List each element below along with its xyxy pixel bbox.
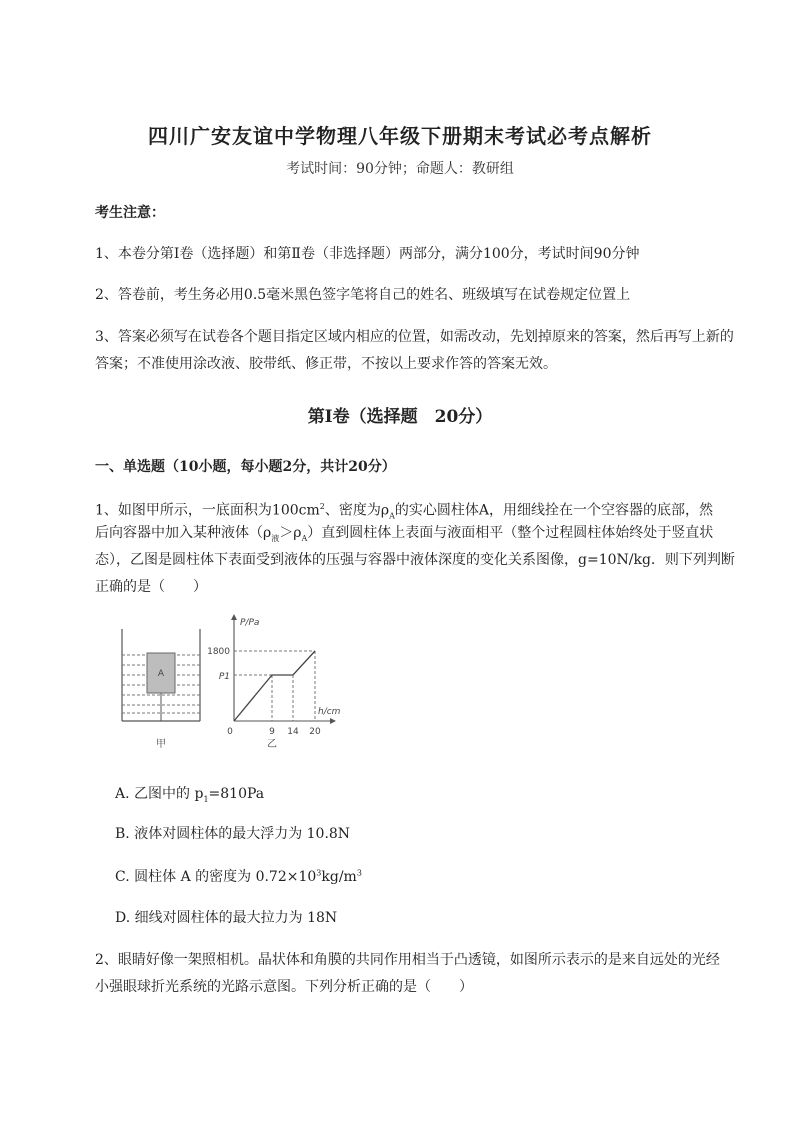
exam-info: 考试时间：90分钟；命题人：教研组 — [286, 161, 514, 177]
x-tick-20: 20 — [309, 727, 321, 737]
section-title: 第I卷（选择题 20分） — [307, 407, 493, 427]
notice-item-3: 3、答案必须写在试卷各个题目指定区域内相应的位置，如需改动，先划掉原来的答案，然后再写上新的答案；不准使用涂改液、胶带纸、修正带，不按以上要求作答的答案无效。 — [95, 329, 734, 372]
option-c[interactable]: C. 圆柱体 A 的密度为 $0.72\times 10^3kg/m^3$ — [115, 868, 362, 885]
option-d[interactable]: D. 细线对圆柱体的最大拉力为 18N — [115, 910, 338, 926]
q1-line-2: 后向容器中加入某种液体$(\rho_液>\rho_A)$直到圆柱体上表面与液面相平（整个过程圆柱体始终处于竖直状 — [95, 525, 714, 543]
x-tick-14: 14 — [287, 727, 299, 737]
y-tick-p1: P1 — [218, 672, 230, 682]
pressure-graph — [207, 614, 341, 750]
option-a[interactable]: A. 乙图中的 $p_1=810Pa$ — [115, 786, 265, 804]
caption-right: 乙 — [267, 739, 277, 750]
caption-left: 甲 — [156, 739, 166, 750]
y-tick-1800: 1800 — [207, 647, 230, 657]
q1-line-1: 1、如图甲所示，一底面积为$100cm^2$、密度为$\rho_A$的实心圆柱体A，用细线拴在一个空容器的底部，然 — [95, 502, 713, 521]
part-heading: 一、单选题（10小题，每小题2分，共计20分） — [95, 459, 396, 475]
x-tick-9: 9 — [269, 727, 275, 737]
q1-line-4: 正确的是（ ） — [95, 579, 207, 595]
option-b[interactable]: B. 液体对圆柱体的最大浮力为 10.8N — [115, 826, 351, 842]
container-diagram — [122, 629, 200, 750]
x-tick-0: 0 — [227, 727, 233, 737]
notice-item-2: 2、答卷前，考生务必用0.5毫米黑色签字笔将自己的姓名、班级填写在试卷规定位置上 — [95, 287, 631, 303]
q2-line-1: 2、眼睛好像一架照相机。晶状体和角膜的共同作用相当于凸透镜，如图所示表示的是来自远处的光经 — [95, 952, 720, 968]
y-axis-label: P/Pa — [240, 618, 260, 628]
q1-line-3: 态），乙图是圆柱体下表面受到液体的压强与容器中液体深度的变化关系图像，g=10N/kg．则下列判断 — [95, 552, 735, 568]
pressure-curve — [234, 651, 315, 721]
notice-heading: 考生注意： — [95, 205, 165, 221]
notice-item-1: 1、本卷分第I卷（选择题）和第Ⅱ卷（非选择题）两部分，满分100分，考试时间90分钟 — [95, 246, 640, 262]
q1-figure — [112, 613, 362, 758]
cylinder-a-label: A — [157, 669, 165, 679]
page-title: 四川广安友谊中学物理八年级下册期末考试必考点解析 — [148, 124, 652, 148]
x-axis-label: h/cm — [318, 707, 341, 717]
q2-line-2: 小强眼球折光系统的光路示意图。下列分析正确的是（ ） — [95, 979, 473, 995]
